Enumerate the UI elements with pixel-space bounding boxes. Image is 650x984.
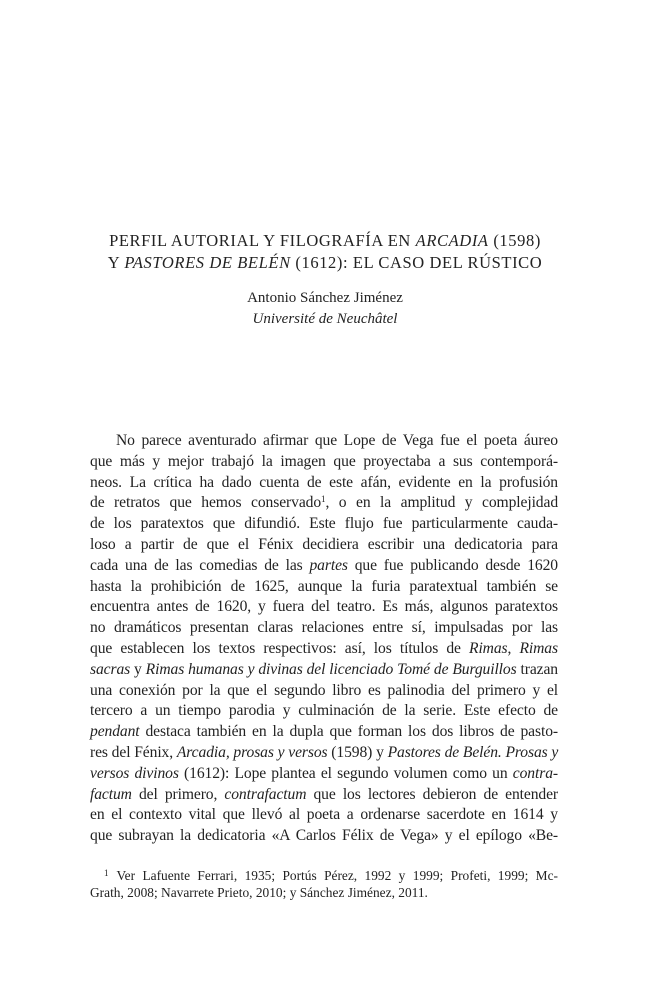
body-paragraph bbox=[90, 431, 558, 847]
footnote-line: $^1$ Ver Lafuente Ferrari, 1935; Portús Pérez, 1992 y 1999; Profeti, 1999; Mc- bbox=[104, 868, 558, 883]
body-line: tercero a un tiempo parodia y culminación de la serie. Este efecto de bbox=[90, 702, 558, 720]
footnote bbox=[90, 863, 558, 903]
body-line: No parece aventurado afirmar que Lope de Vega fue el poeta áureo bbox=[116, 432, 558, 449]
author-affiliation: Université de Neuchâtel bbox=[252, 311, 398, 327]
body-line: cada una de las comedias de las partes que fue publicando desde 1620 bbox=[90, 556, 558, 574]
body-line: encuentra antes de 1620, y fuera del teatro. Es más, algunos paratextos bbox=[90, 598, 558, 616]
body-line: de retratos que hemos conservado$^1$, o en la amplitud y complejidad bbox=[90, 494, 559, 512]
title-line-2: Y PASTORES DE BELÉN (1612): EL CASO DEL RÚSTICO bbox=[107, 253, 543, 272]
article-title bbox=[60, 230, 590, 274]
body-line: de los paratextos que difundió. Este flujo fue particularmente cauda- bbox=[90, 515, 558, 533]
body-line: res del Fénix, Arcadia, prosas y versos (1598) y Pastores de Belén. Prosas y bbox=[90, 743, 559, 761]
body-line: en el contexto vital que llevó al poeta a ordenarse sacerdote en 1614 y bbox=[90, 806, 558, 824]
footnote-reference: 1 bbox=[321, 494, 326, 505]
title-line-1: PERFIL AUTORIAL Y FILOGRAFÍA EN ARCADIA (1598) bbox=[109, 231, 541, 250]
body-line: neos. La crítica ha dado cuenta de este afán, evidente en la profusión bbox=[90, 473, 558, 491]
body-line: que más y mejor trabajó la imagen que proyectaba a sus contemporá- bbox=[90, 452, 558, 470]
author-name: Antonio Sánchez Jiménez bbox=[247, 290, 403, 306]
footnote-mark: 1 bbox=[104, 868, 109, 878]
body-line: que establecen los textos respectivos: así, los títulos de Rimas, Rimas bbox=[90, 639, 558, 657]
body-line: pendant destaca también en la dupla que forman los dos libros de pasto- bbox=[90, 723, 558, 741]
body-line: que subrayan la dedicatoria «A Carlos Félix de Vega» y el epílogo «Be- bbox=[90, 827, 558, 845]
body-line: loso a partir de que el Fénix decidiera escribir una dedicatoria para bbox=[90, 535, 558, 553]
body-line: no dramáticos presentan claras relaciones entre sí, impulsadas por las bbox=[90, 619, 558, 637]
body-line: sacras y Rimas humanas y divinas del licenciado Tomé de Burguillos trazan bbox=[90, 660, 558, 678]
body-line: versos divinos (1612): Lope plantea el segundo volumen como un contra- bbox=[90, 764, 558, 782]
body-line: hasta la prohibición de 1625, aunque la furia paratextual también se bbox=[90, 577, 558, 595]
footnote-line: Grath, 2008; Navarrete Prieto, 2010; y Sánchez Jiménez, 2011. bbox=[90, 885, 428, 900]
body-line: una conexión por la que el segundo libro es palinodia del primero y el bbox=[90, 681, 558, 699]
body-line: factum del primero, contrafactum que los lectores debieron de entender bbox=[90, 785, 559, 803]
